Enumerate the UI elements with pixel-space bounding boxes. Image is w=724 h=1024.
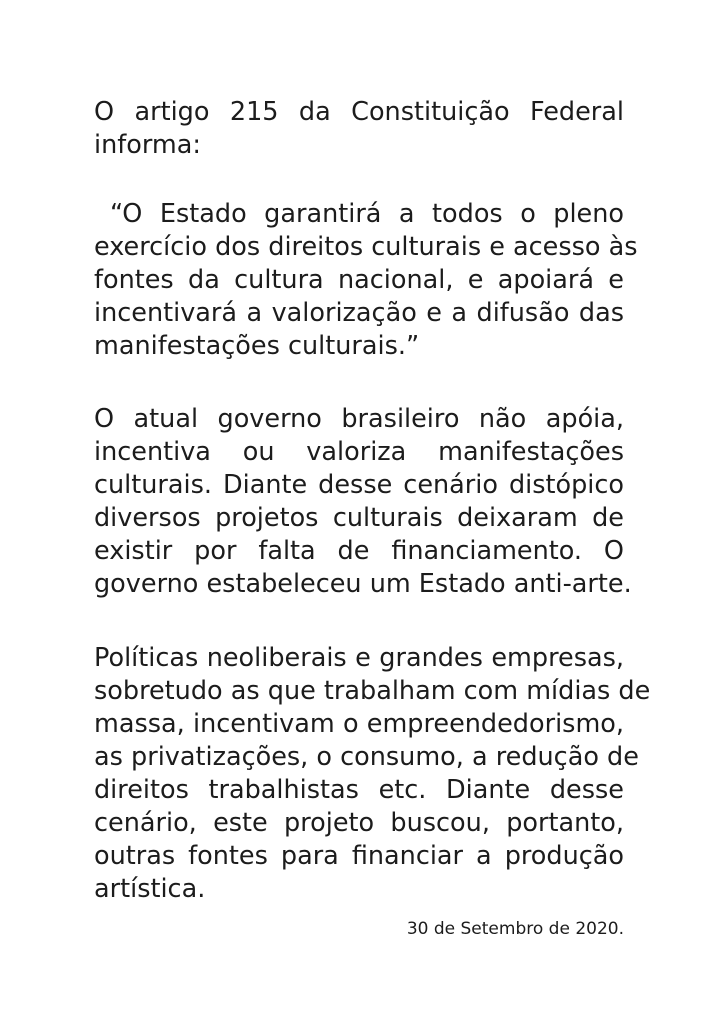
paragraph-article-reference <box>94 96 624 162</box>
text-line: O artigo 215 da Constituição Federal <box>94 97 624 127</box>
text-line: incentivará a valorização e a difusão das <box>94 298 624 328</box>
text-line: informa: <box>94 130 201 160</box>
text-line: outras fontes para financiar a produção <box>94 841 624 871</box>
text-line: as privatizações, o consumo, a redução de <box>94 742 639 772</box>
text-line: governo estabeleceu um Estado anti-arte. <box>94 569 632 599</box>
text-line: incentiva ou valoriza manifestações <box>94 437 624 467</box>
text-line: direitos trabalhistas etc. Diante desse <box>94 775 624 805</box>
text-line: cenário, este projeto buscou, portanto, <box>94 808 624 838</box>
text-line: sobretudo as que trabalham com mídias de <box>94 676 651 706</box>
text-line: exercício dos direitos culturais e acesso às <box>94 232 638 262</box>
text-line: culturais. Diante desse cenário distópico <box>94 470 624 500</box>
text-line: existir por falta de financiamento. O <box>94 536 624 566</box>
text-line: fontes da cultura nacional, e apoiará e <box>94 265 624 295</box>
text-line: “O Estado garantirá a todos o pleno <box>110 199 624 229</box>
text-line: O atual governo brasileiro não apóia, <box>94 404 624 434</box>
text-line: artística. <box>94 874 206 904</box>
paragraph-neoliberal-policies <box>94 642 651 906</box>
paragraph-constitution-quote <box>94 198 638 363</box>
document-date: 30 de Setembro de 2020. <box>406 919 624 939</box>
paragraph-government-critique <box>94 403 632 601</box>
text-line: massa, incentivam o empreendedorismo, <box>94 709 624 739</box>
text-line: manifestações culturais.” <box>94 331 420 361</box>
text-line: Políticas neoliberais e grandes empresas, <box>94 643 624 673</box>
text-line: diversos projetos culturais deixaram de <box>94 503 624 533</box>
